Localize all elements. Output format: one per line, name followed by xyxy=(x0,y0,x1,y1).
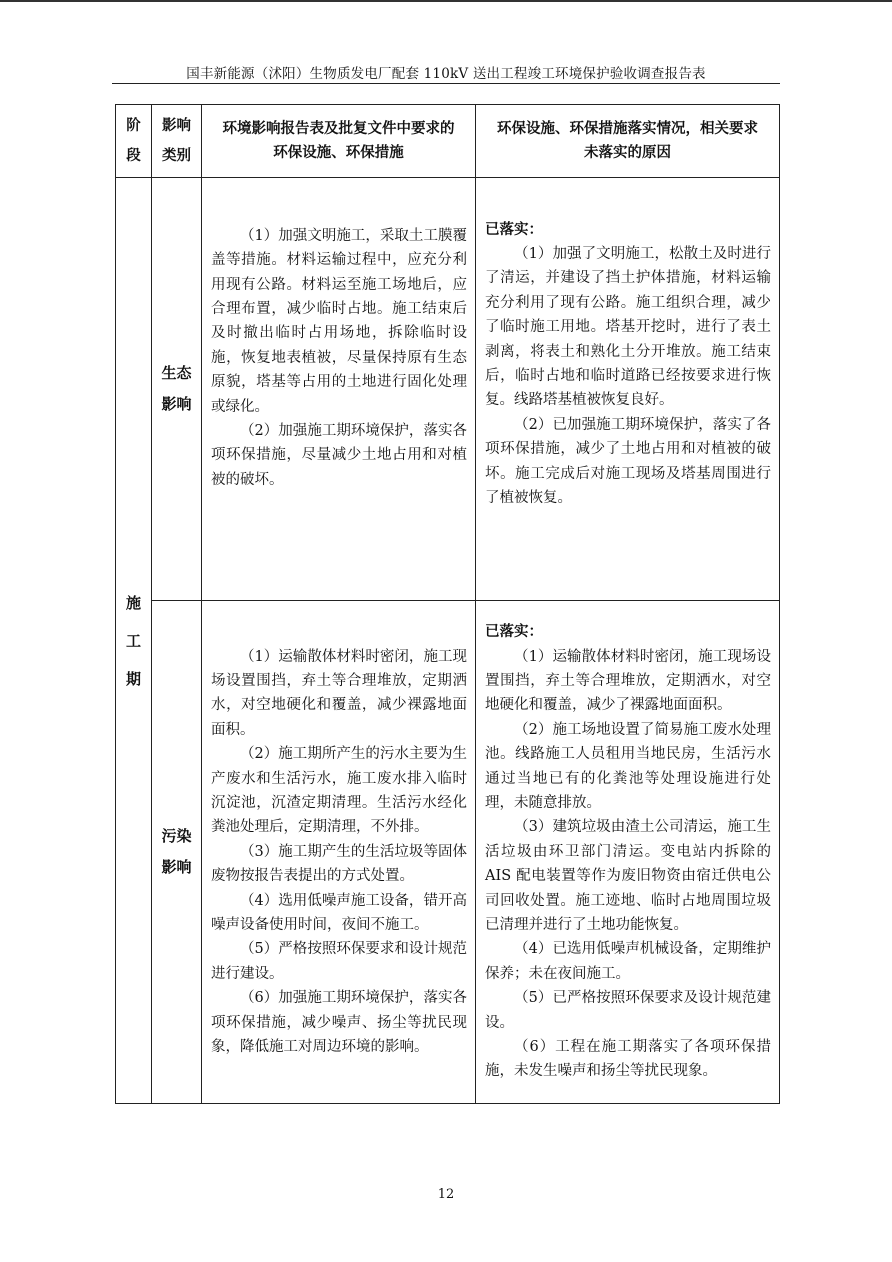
implementation-item: （3）建筑垃圾由渣土公司清运，施工生活垃圾由环卫部门清运。变电站内拆除的 AIS 配电装置等作为废旧物资由宿迁供电公司回收处置。施工迹地、临时占地周围垃圾已清理并进行了土地功能恢复。 xyxy=(485,819,771,934)
requirement-item: （5）严格按照环保要求和设计规范进行建设。 xyxy=(211,941,467,982)
requirements-cell-ecological xyxy=(202,178,476,601)
requirement-item: （2）加强施工期环境保护，落实各项环保措施，尽量减少土地占用和对植被的破坏。 xyxy=(211,423,467,488)
header-impact-type-line-2: 类别 xyxy=(162,147,191,164)
status-label-implemented: 已落实： xyxy=(485,220,543,238)
header-implementation-line-2: 未落实的原因 xyxy=(584,144,671,161)
implementation-cell-ecological xyxy=(476,178,780,601)
requirement-item: （2）施工期所产生的污水主要为生产废水和生活污水，施工废水排入临时沉淀池，沉渣定期清理。生活污水经化粪池处理后，定期清理，不外排。 xyxy=(211,746,467,836)
implementation-item: （2）施工场地设置了简易施工废水处理池。线路施工人员租用当地民房，生活污水通过当地已有的化粪池等处理设施进行处理，未随意排放。 xyxy=(485,721,771,811)
status-label-implemented: 已落实： xyxy=(485,623,543,641)
requirement-item: （1）运输散体材料时密闭，施工现场设置围挡，弃土等合理堆放，定期洒水，对空地硬化和覆盖，减少裸露地面面积。 xyxy=(211,648,467,738)
requirement-item: （3）施工期产生的生活垃圾等固体废物按报告表提出的方式处置。 xyxy=(211,843,467,885)
table-row-ecological xyxy=(116,178,780,601)
category-pollution-line-2: 影响 xyxy=(161,858,192,876)
stage-char-3: 期 xyxy=(125,669,141,688)
page-top-border xyxy=(0,0,892,2)
page-number: 12 xyxy=(437,1187,455,1202)
requirements-cell-pollution xyxy=(202,601,476,1104)
header-implementation-line-1: 环保设施、环保措施落实情况，相关要求 xyxy=(497,120,758,137)
category-pollution-line-1: 污染 xyxy=(161,827,192,845)
header-stage-line-1: 阶 xyxy=(126,117,141,134)
running-header: 国丰新能源（沭阳）生物质发电厂配套 110kV 送出工程竣工环境保护验收调查报告表 xyxy=(186,66,706,82)
stage-char-1: 施 xyxy=(125,593,141,612)
requirement-item: （6）加强施工期环境保护，落实各项环保措施，减少噪声、扬尘等扰民现象，降低施工对周边环境的影响。 xyxy=(211,990,467,1056)
stage-char-2: 工 xyxy=(125,631,141,650)
category-cell-ecological xyxy=(152,178,202,601)
implementation-item: （2）已加强施工期环境保护，落实了各项环保措施，减少了土地占用和对植被的破坏。施工完成后对施工现场及塔基周围进行了植被恢复。 xyxy=(485,416,771,507)
header-implementation xyxy=(476,105,780,178)
implementation-item: （4）已选用低噪声机械设备，定期维护保养；未在夜间施工。 xyxy=(485,941,771,982)
stage-cell-construction xyxy=(116,178,152,1104)
header-requirements-line-2: 环保设施、环保措施 xyxy=(273,144,404,161)
category-ecological-line-1: 生态 xyxy=(161,364,192,382)
implementation-item: （1）运输散体材料时密闭，施工现场设置围挡，弃土等合理堆放，定期洒水，对空地硬化和覆盖，减少了裸露地面面积。 xyxy=(485,648,771,714)
implementation-cell-pollution xyxy=(476,601,780,1104)
header-impact-type xyxy=(152,105,202,178)
header-stage-line-2: 段 xyxy=(126,147,141,164)
table-header-row xyxy=(116,105,780,178)
table-row-pollution xyxy=(116,601,780,1104)
header-requirements xyxy=(202,105,476,178)
header-requirements-line-1: 环境影响报告表及批复文件中要求的 xyxy=(222,120,455,137)
header-rule xyxy=(112,83,780,84)
implementation-item: （1）加强了文明施工，松散土及时进行了清运，并建设了挡土护体措施，材料运输充分利用了现有公路。施工组织合理，减少了临时施工用地。塔基开挖时，进行了表土剥离，将表土和熟化土分开堆放。施工结束后，临时占地和临时道路已经按要求进行恢复。线路塔基植被恢复良好。 xyxy=(485,245,771,409)
category-cell-pollution xyxy=(152,601,202,1104)
header-stage xyxy=(116,105,152,178)
acceptance-table xyxy=(115,104,780,1104)
requirement-item: （4）选用低噪声施工设备，错开高噪声设备使用时间，夜间不施工。 xyxy=(211,892,467,934)
implementation-item: （6）工程在施工期落实了各项环保措施，未发生噪声和扬尘等扰民现象。 xyxy=(485,1039,771,1080)
requirement-item: （1）加强文明施工，采取土工膜覆盖等措施。材料运输过程中，应充分利用现有公路。材料运至施工场地后，应合理布置，减少临时占地。施工结束后及时撤出临时占用场地，拆除临时设施，恢复地表植被，尽量保持原有生态原貌，塔基等占用的土地进行固化处理或绿化。 xyxy=(211,227,467,415)
header-impact-type-line-1: 影响 xyxy=(162,117,191,134)
implementation-item: （5）已严格按照环保要求及设计规范建设。 xyxy=(485,990,771,1031)
category-ecological-line-2: 影响 xyxy=(161,395,192,413)
